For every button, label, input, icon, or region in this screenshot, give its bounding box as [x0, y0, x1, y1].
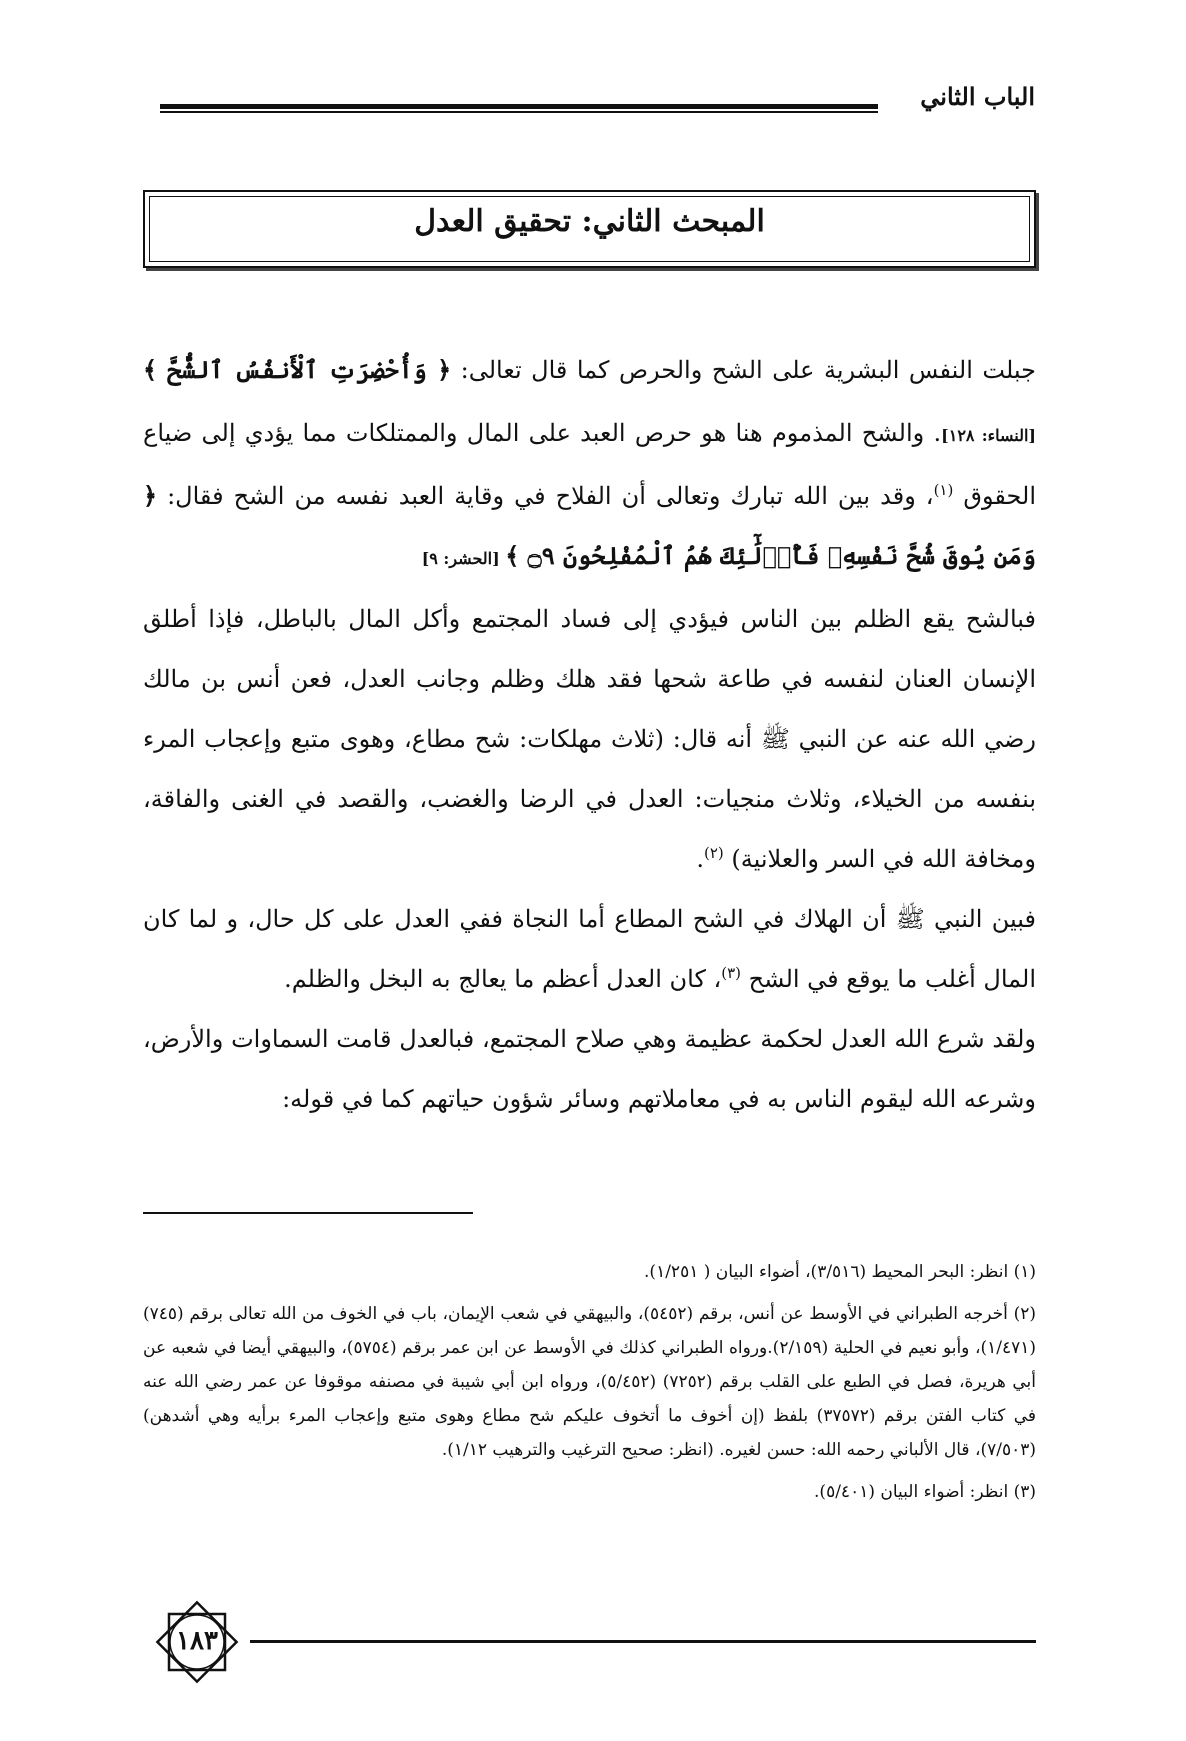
p1-text-3: ، وقد بين الله تبارك وتعالى أن الفلاح في وقاية العبد نفسه من الشح فقال:: [157, 482, 934, 510]
paragraph-3: [143, 889, 1036, 1009]
verse-reference-1: [النساء: ١٢٨]: [941, 426, 1036, 445]
paragraph-2: [143, 589, 1036, 889]
p2-end: .: [696, 845, 704, 873]
footnote-3: (٣) انظر: أضواء البيان (٥/٤٠١).: [814, 1482, 1036, 1502]
chapter-title: الباب الثاني: [920, 82, 1035, 111]
footnote-marker-3[interactable]: (٣): [721, 964, 742, 982]
p2-text-1: فبالشح يقع الظلم بين الناس فيؤدي إلى فساد المجتمع وأكل المال بالباطل، فإذا أطلق الإنسان العنان لنفسه في طاعة شحها فقد هلك وظلم وجانب العدل، فعن أنس بن مالك رضي الله عنه عن النبي ﷺ أنه قال: (ثلاث مهلكات: شح مطاع، وهوى متبع وإعجاب المرء بنفسه من الخيلاء، وثلاث منجيات: العدل في الرضا والغضب، والقصد في الغنى والفاقة، ومخافة الله في السر والعلانية): [143, 605, 1036, 873]
paragraph-1: [143, 340, 1036, 589]
footnote-1: (١) انظر: البحر المحيط (٣/٥١٦)، أضواء البيان ( ١/٢٥١).: [644, 1262, 1036, 1282]
footnote-marker-2[interactable]: (٢): [703, 844, 724, 862]
p1-text-2: . والشح المذموم هنا هو حرص العبد على المال والممتلكات مما يؤدي إلى ضياع الحقوق: [143, 419, 1037, 510]
header-rule: [160, 104, 878, 113]
section-title: المبحث الثاني: تحقيق العدل: [414, 204, 765, 239]
p3-text-1: فبين النبي ﷺ أن الهلاك في الشح المطاع أما النجاة ففي العدل على كل حال، و لما كان المال أغلب ما يوقع في الشح: [143, 905, 1036, 993]
quran-verse-2: ﴿ وَمَن يُوقَ شُحَّ نَفْسِهِۦ فَأُو۟لَٰٓئِكَ هُمُ ٱلْمُفْلِحُونَ ۝٩ ﴾: [143, 481, 1036, 570]
footnote-marker-1[interactable]: (١): [933, 481, 954, 499]
verse-reference-2: [الحشر: ٩]: [421, 549, 506, 568]
paragraph-4: ولقد شرع الله العدل لحكمة عظيمة وهي صلاح المجتمع، فبالعدل قامت السماوات والأرض، وشرعه الله ليقوم الناس به في معاملاتهم وسائر شؤون حياتهم كما في قوله:: [143, 1025, 1036, 1113]
running-header: [160, 82, 1035, 122]
page-number-ornament: [152, 1597, 242, 1687]
p3-text-2: ، كان العدل أعظم ما يعالج به البخل والظلم.: [284, 965, 722, 993]
page-number: ١٨٣: [176, 1626, 218, 1656]
footnotes: [143, 1255, 1036, 1517]
p1-text-1: جبلت النفس البشرية على الشح والحرص كما قال تعالى:: [451, 356, 1036, 384]
footnote-2: (٢) أخرجه الطبراني في الأوسط عن أنس، برقم (٥٤٥٢)، والبيهقي في شعب الإيمان، باب في الخوف من الله تعالى برقم (٧٤٥) (١/٤٧١)، وأبو نعيم في الحلية (٢/١٥٩).ورواه الطبراني كذلك في الأوسط عن ابن عمر برقم (٥٧٥٤)، والبيهقي أيضا في شعبه عن أبي هريرة، فصل في الطبع على القلب برقم (٧٢٥٢) (٥/٤٥٢)، ورواه ابن أبي شيبة في مصنفه موقوفا عن عمر رضي الله عنه في كتاب الفتن برقم (٣٧٥٧٢) بلفظ (إن أخوف ما أتخوف عليكم شح مطاع وهوى متبع وإعجاب المرء برأيه وهي أشدهن) (٧/٥٠٣)، قال الألباني رحمه الله: حسن لغيره. (انظر: صحيح الترغيب والترهيب ١/١٢).: [143, 1304, 1037, 1460]
section-title-box: [143, 190, 1036, 268]
body-text: [143, 340, 1036, 1129]
quran-verse-1: ﴿ وَأُحْضِرَتِ ٱلْأَنفُسُ ٱلشُّحَّ ﴾: [143, 355, 452, 384]
footnote-separator: [143, 1212, 473, 1214]
footer-rule: [250, 1640, 1036, 1643]
